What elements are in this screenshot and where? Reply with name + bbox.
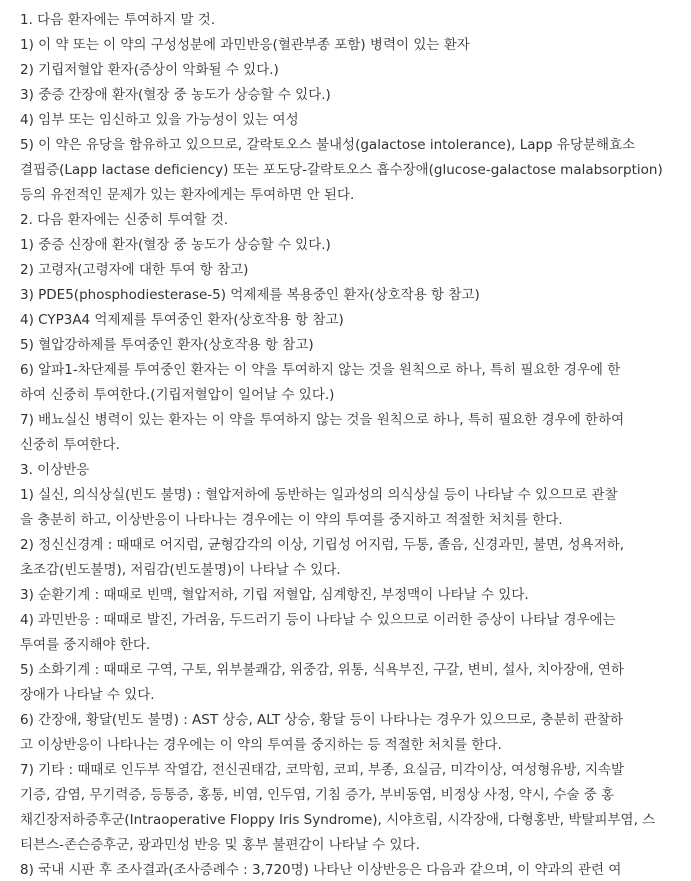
text-line: 5) 이 약은 유당을 함유하고 있으므로, 갈락토오스 불내성(galactose intolerance), Lapp 유당분해효소 [20, 137, 636, 153]
text-line: 3) PDE5(phosphodiesterase-5) 억제제를 복용중인 환자(상호작용 항 참고) [20, 287, 480, 303]
text-line: 6) 간장애, 황달(빈도 불명) : AST 상승, ALT 상승, 황달 등이 나타나는 경우가 있으므로, 충분히 관찰하 [20, 712, 624, 728]
text-line: 하여 신중히 투여한다.(기립저혈압이 일어날 수 있다.) [20, 387, 335, 403]
text-line: 4) 과민반응 : 때때로 발진, 가려움, 두드러기 등이 나타날 수 있으므로 이러한 증상이 나타날 경우에는 [20, 612, 616, 628]
text-line: 초조감(빈도불명), 저림감(빈도불명)이 나타날 수 있다. [20, 562, 341, 578]
section-heading-adverse-reactions: 3. 이상반응 [20, 462, 90, 478]
text-line: 6) 알파1-차단제를 투여중인 환자는 이 약을 투여하지 않는 것을 원칙으로 하나, 특히 필요한 경우에 한 [20, 362, 621, 378]
text-line: 1) 중증 신장애 환자(혈장 중 농도가 상승할 수 있다.) [20, 237, 331, 253]
text-line: 등의 유전적인 문제가 있는 환자에게는 투여하면 안 된다. [20, 187, 355, 203]
text-line: 4) CYP3A4 억제제를 투여중인 환자(상호작용 항 참고) [20, 312, 344, 328]
text-line: 결핍증(Lapp lactase deficiency) 또는 포도당-갈락토오스 흡수장애(glucose-galactose malabsorption) [20, 162, 663, 178]
text-line: 7) 배뇨실신 병력이 있는 환자는 이 약을 투여하지 않는 것을 원칙으로 하나, 특히 필요한 경우에 한하여 [20, 412, 625, 428]
text-line: 기증, 감염, 무기력증, 등통증, 홍통, 비염, 인두염, 기침 증가, 부비동염, 비정상 사정, 약시, 수술 중 홍 [20, 787, 615, 803]
text-line: 1) 이 약 또는 이 약의 구성성분에 과민반응(혈관부종 포함) 병력이 있는 환자 [20, 37, 470, 53]
text-line: 을 충분히 하고, 이상반응이 나타나는 경우에는 이 약의 투여를 중지하고 적절한 처치를 한다. [20, 512, 563, 528]
text-line: 채긴장저하증후군(Intraoperative Floppy Iris Syndrome), 시야흐림, 시각장애, 다형홍반, 박탈피부염, 스 [20, 812, 656, 828]
section-heading-precautions: 2. 다음 환자에는 신중히 투여할 것. [20, 212, 229, 228]
text-line: 7) 기타 : 때때로 인두부 작열감, 전신권태감, 코막힘, 코피, 부종, 요실금, 미각이상, 여성형유방, 지속발 [20, 762, 625, 778]
text-line: 신중히 투여한다. [20, 437, 120, 453]
text-line: 5) 혈압강하제를 투여중인 환자(상호작용 항 참고) [20, 337, 314, 353]
text-line: 티븐스-존슨증후군, 광과민성 반응 및 홍부 불편감이 나타날 수 있다. [20, 837, 420, 853]
text-line: 4) 임부 또는 임신하고 있을 가능성이 있는 여성 [20, 112, 299, 128]
text-line: 투여를 중지해야 한다. [20, 637, 151, 653]
text-line: 2) 고령자(고령자에 대한 투여 항 참고) [20, 262, 249, 278]
text-line: 8) 국내 시판 후 조사결과(조사증례수 : 3,720명) 나타난 이상반응은 다음과 같으며, 이 약과의 관련 여 [20, 862, 622, 878]
text-line: 3) 중증 간장애 환자(혈장 중 농도가 상승할 수 있다.) [20, 87, 331, 103]
text-line: 1) 실신, 의식상실(빈도 불명) : 혈압저하에 동반하는 일과성의 의식상실 등이 나타날 수 있으므로 관찰 [20, 487, 618, 503]
text-line: 2) 정신신경계 : 때때로 어지럼, 균형감각의 이상, 기립성 어지럼, 두통, 졸음, 신경과민, 불면, 성욕저하, [20, 537, 625, 553]
text-line: 장애가 나타날 수 있다. [20, 687, 155, 703]
text-line: 고 이상반응이 나타나는 경우에는 이 약의 투여를 중지하는 등 적절한 처치를 한다. [20, 737, 502, 753]
text-line: 3) 순환기계 : 때때로 빈맥, 혈압저하, 기립 저혈압, 심계항진, 부정맥이 나타날 수 있다. [20, 587, 529, 603]
text-line: 2) 기립저혈압 환자(증상이 악화될 수 있다.) [20, 62, 279, 78]
text-line: 5) 소화기계 : 때때로 구역, 구토, 위부불쾌감, 위중감, 위통, 식욕부진, 구갈, 변비, 설사, 치아장애, 연하 [20, 662, 624, 678]
section-heading-contraindications: 1. 다음 환자에는 투여하지 말 것. [20, 12, 216, 28]
